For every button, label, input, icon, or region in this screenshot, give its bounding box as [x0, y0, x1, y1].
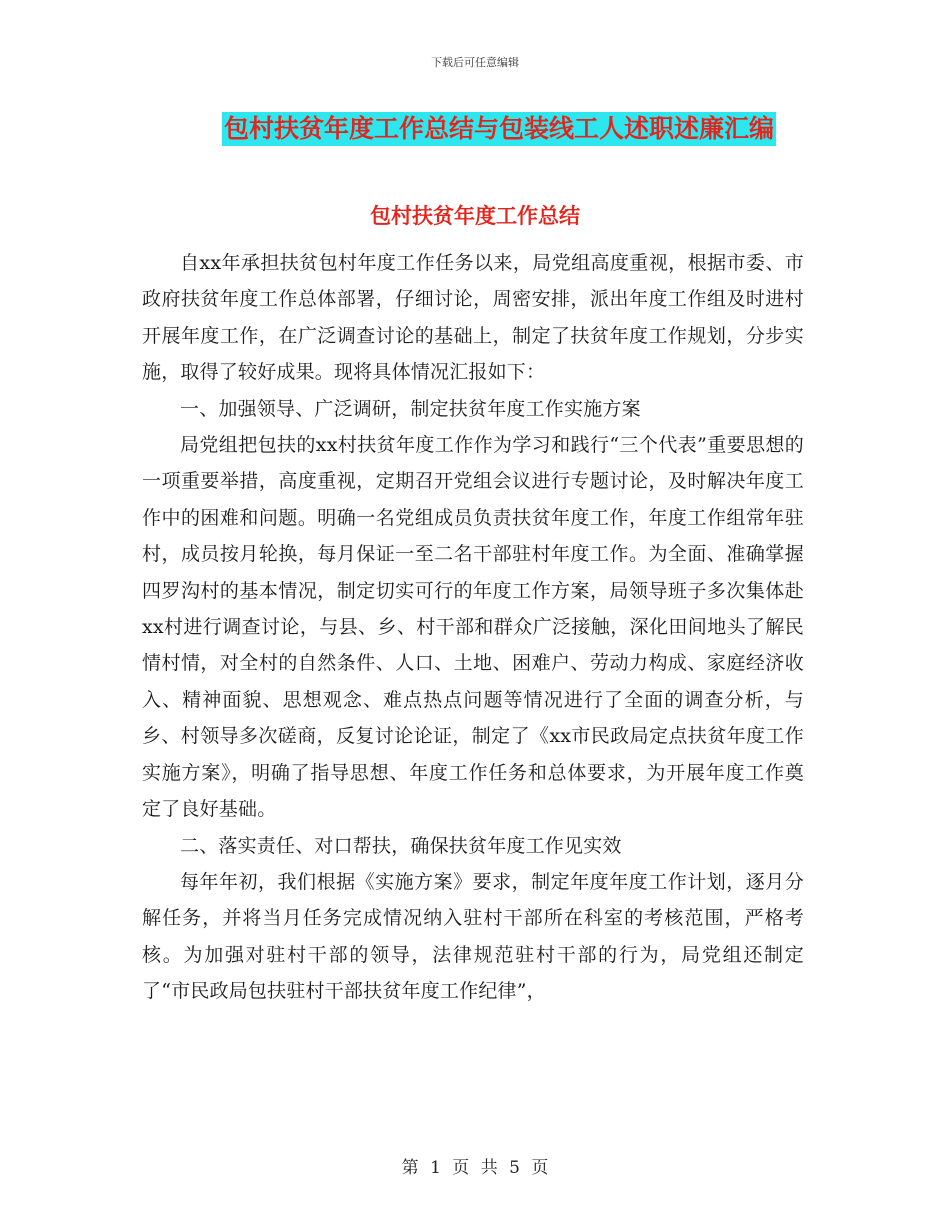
section-title: 包村扶贫年度工作总结 [370, 204, 580, 228]
page-footer [0, 1153, 950, 1178]
paragraph-section-2: 每年年初，我们根据《实施方案》要求，制定年度年度工作计划，逐月分解任务，并将当月任务完成情况纳入驻村干部所在科室的考核范围，严格考核。为加强对驻村干部的领导，法律规范驻村干部的行为，局党组还制定了“市民政局包扶驻村干部扶贫年度工作纪律”， [142, 870, 804, 1003]
footer-suffix: 页 [531, 1158, 549, 1178]
footer-total-prefix: 共 [480, 1158, 498, 1178]
main-title-container [0, 112, 950, 146]
heading-section-2: 二、落实责任、对口帮扶，确保扶贫年度工作见实效 [180, 834, 622, 857]
footer-current-page: 1 [430, 1158, 441, 1178]
paragraph-section-1: 局党组把包扶的xx村扶贫年度工作作为学习和践行“三个代表”重要思想的一项重要举措，高度重视，定期召开党组会议进行专题讨论，及时解决年度工作中的困难和问题。明确一名党组成员负责扶贫年度工作，年度工作组常年驻村，成员按月轮换，每月保证一至二名干部驻村年度工作。为全面、准确掌握四罗沟村的基本情况，制定切实可行的年度工作方案，局领导班子多次集体赴xx村进行调查讨论，与县、乡、村干部和群众广泛接触，深化田间地头了解民情村情，对全村的自然条件、人口、土地、困难户、劳动力构成、家庭经济收入、精神面貌、思想观念、难点热点问题等情况进行了全面的调查分析，与乡、村领导多次磋商，反复讨论论证，制定了《xx市民政局定点扶贫年度工作实施方案》，明确了指导思想、年度工作任务和总体要求，为开展年度工作奠定了良好基础。 [142, 434, 804, 821]
heading-section-1: 一、加强领导、广泛调研，制定扶贫年度工作实施方案 [180, 397, 641, 420]
footer-total-pages: 5 [509, 1158, 520, 1178]
paragraph-intro: 自xx年承担扶贫包村年度工作任务以来，局党组高度重视，根据市委、市政府扶贫年度工作总体部署，仔细讨论，周密安排，派出年度工作组及时进村开展年度工作，在广泛调查讨论的基础上，制定了扶贫年度工作规划，分步实施，取得了较好成果。现将具体情况汇报如下： [142, 252, 804, 384]
footer-prefix: 第 [401, 1158, 419, 1178]
footer-mid: 页 [452, 1158, 470, 1178]
main-title: 包村扶贫年度工作总结与包装线工人述职述廉汇编 [222, 112, 776, 146]
header-note: 下载后可任意编辑 [431, 56, 519, 69]
document-body [142, 245, 804, 1010]
